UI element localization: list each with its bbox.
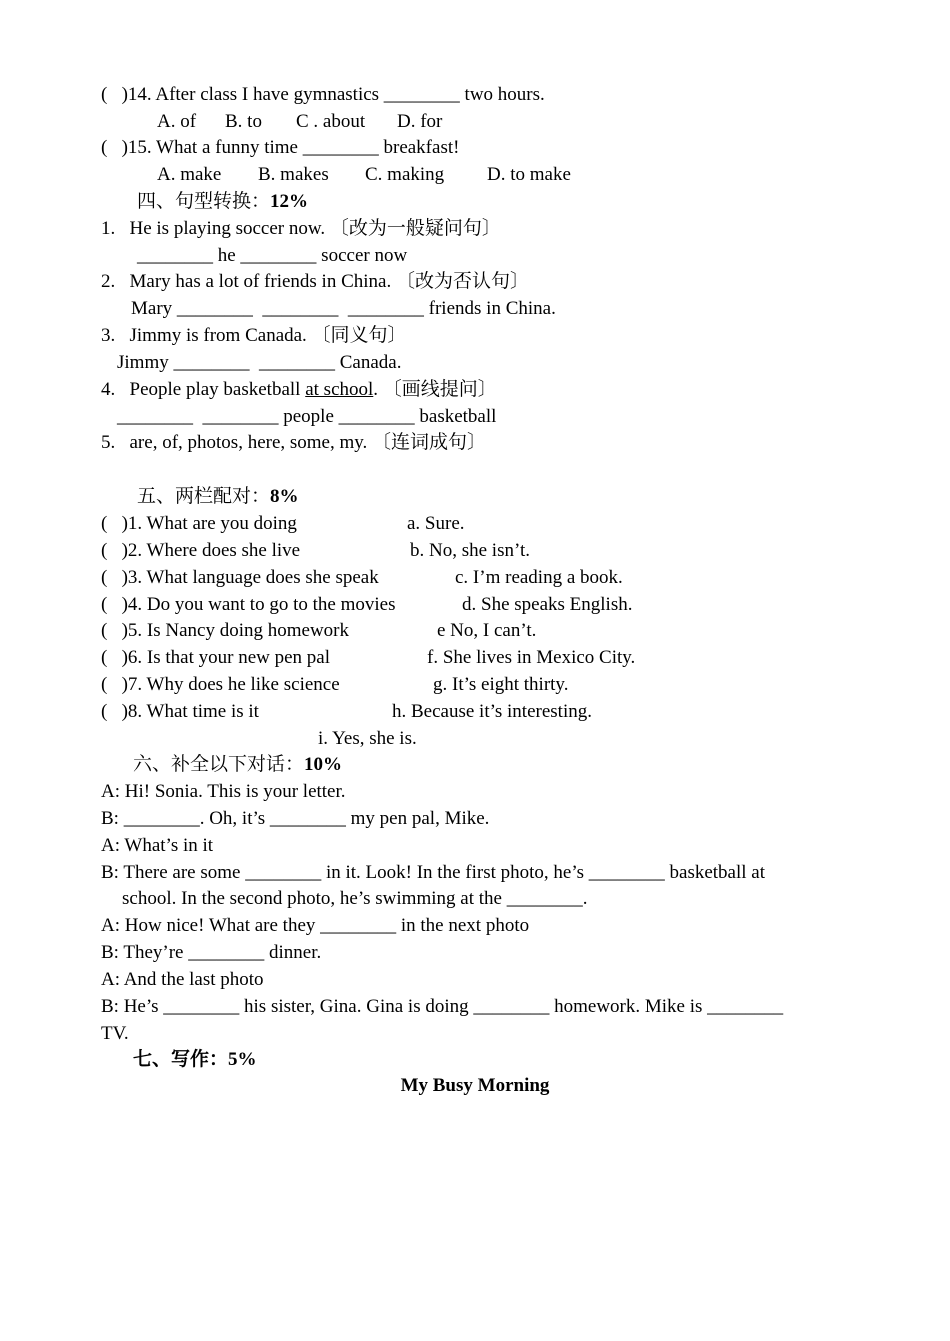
match-left-2: ( )2. Where does she live [101, 540, 301, 561]
dialogue-line-6: B: They’re ________ dinner. [101, 942, 322, 963]
transform-item-4-post: . 〔画线提问〕 [373, 379, 497, 400]
transform-answer-1: ________ he ________ soccer now [137, 245, 408, 266]
transform-item-5: 5. are, of, photos, here, some, my. 〔连词成句〕 [101, 432, 487, 453]
match-left-7: ( )7. Why does he like science [101, 674, 340, 695]
dialogue-line-1: A: Hi! Sonia. This is your letter. [101, 781, 346, 802]
question-14-option-c: C . about [296, 111, 366, 132]
dialogue-line-3: A: What’s in it [101, 835, 214, 856]
match-left-1: ( )1. What are you doing [101, 513, 297, 534]
dialogue-line-8-cont: TV. [101, 1023, 129, 1044]
question-14-option-d: D. for [397, 111, 443, 132]
match-right-e: e No, I can’t. [437, 620, 537, 641]
section-6-score: 10% [304, 754, 343, 775]
question-15-option-a: A. make [157, 164, 222, 185]
transform-item-4 [101, 379, 497, 401]
match-right-f: f. She lives in Mexico City. [427, 647, 636, 668]
match-right-a: a. Sure. [407, 513, 465, 534]
match-left-5: ( )5. Is Nancy doing homework [101, 620, 350, 641]
match-left-6: ( )6. Is that your new pen pal [101, 647, 330, 668]
section-4-score: 12% [270, 191, 309, 212]
underlined-phrase: at school [305, 379, 374, 400]
match-left-4: ( )4. Do you want to go to the movies [101, 594, 396, 615]
section-5-heading [137, 486, 299, 508]
match-right-h: h. Because it’s interesting. [392, 701, 592, 722]
dialogue-line-5: A: How nice! What are they ________ in the next photo [101, 915, 530, 936]
transform-item-4-pre: 4. People play basketball [101, 379, 306, 400]
dialogue-line-7: A: And the last photo [101, 969, 264, 990]
match-right-g: g. It’s eight thirty. [433, 674, 569, 695]
essay-title: My Busy Morning [400, 1075, 550, 1096]
transform-item-2: 2. Mary has a lot of friends in China. 〔改为否认句〕 [101, 271, 529, 292]
dialogue-line-2: B: ________. Oh, it’s ________ my pen pal, Mike. [101, 808, 490, 829]
transform-item-3: 3. Jimmy is from Canada. 〔同义句〕 [101, 325, 407, 346]
section-6-heading [133, 754, 342, 776]
section-5-score: 8% [270, 486, 299, 507]
question-15-option-d: D. to make [487, 164, 571, 185]
match-right-d: d. She speaks English. [462, 594, 633, 615]
section-5-heading-text: 五、两栏配对： [137, 486, 271, 507]
match-left-3: ( )3. What language does she speak [101, 567, 379, 588]
transform-answer-3: Jimmy ________ ________ Canada. [117, 352, 402, 373]
match-right-i: i. Yes, she is. [318, 728, 417, 749]
match-right-c: c. I’m reading a book. [455, 567, 623, 588]
question-14-stem: ( )14. After class I have gymnastics ________ two hours. [101, 84, 545, 105]
transform-answer-4: ________ ________ people ________ basketball [117, 406, 497, 427]
section-7-heading: 七、写作：5% [133, 1049, 257, 1070]
transform-answer-2: Mary ________ ________ ________ friends in China. [131, 298, 556, 319]
section-4-heading [137, 191, 308, 213]
question-15-option-c: C. making [365, 164, 445, 185]
question-15-option-b: B. makes [258, 164, 329, 185]
match-right-b: b. No, she isn’t. [410, 540, 530, 561]
match-left-8: ( )8. What time is it [101, 701, 259, 722]
section-6-heading-text: 六、补全以下对话： [133, 754, 305, 775]
question-14-option-b: B. to [225, 111, 262, 132]
dialogue-line-4-cont: school. In the second photo, he’s swimming at the ________. [122, 888, 588, 909]
question-15-stem: ( )15. What a funny time ________ breakfast! [101, 137, 460, 158]
question-14-option-a: A. of [157, 111, 197, 132]
transform-item-1: 1. He is playing soccer now. 〔改为一般疑问句〕 [101, 218, 501, 239]
section-4-heading-text: 四、句型转换： [137, 191, 271, 212]
dialogue-line-4: B: There are some ________ in it. Look! In the first photo, he’s ________ basketball at [101, 862, 765, 883]
dialogue-line-8: B: He’s ________ his sister, Gina. Gina is doing ________ homework. Mike is ________ [101, 996, 784, 1017]
